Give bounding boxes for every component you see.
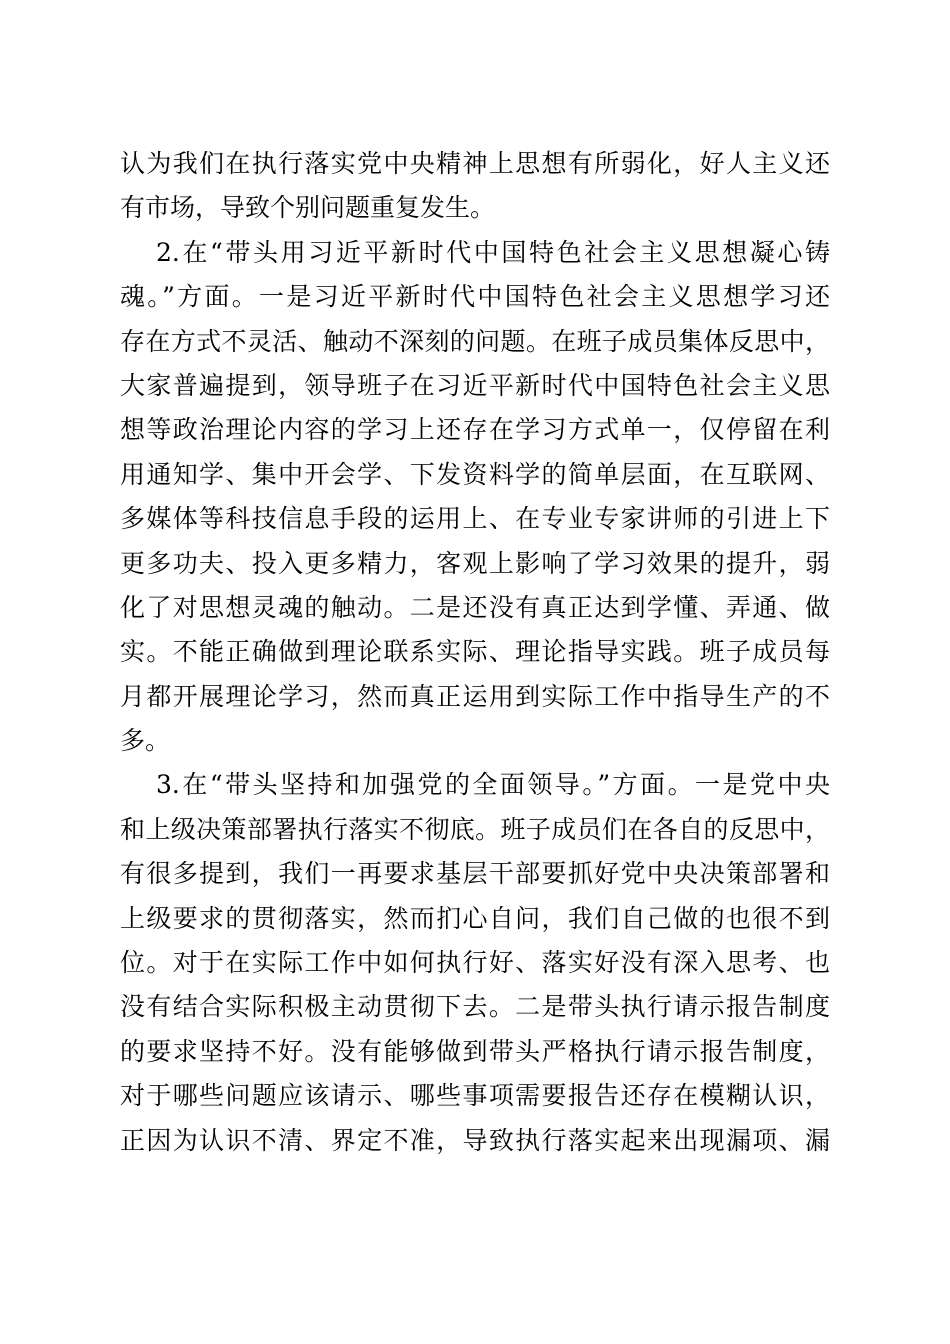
text-line: 3.在“带头坚持和加强党的全面领导。”方面。一是党中央 [156,770,830,800]
text-line: 多媒体等科技信息手段的运用上、在专业专家讲师的引进上下 [120,504,830,534]
text-line: 多。 [120,726,171,756]
text-line: 没有结合实际积极主动贯彻下去。二是带头执行请示报告制度 [120,992,830,1022]
text-line: 正因为认识不清、界定不准，导致执行落实起来出现漏项、漏 [120,1125,830,1155]
document-body [120,142,830,1163]
text-line: 月都开展理论学习，然而真正运用到实际工作中指导生产的不 [120,681,830,711]
text-line: 大家普遍提到，领导班子在习近平新时代中国特色社会主义思 [120,370,830,400]
text-line: 更多功夫、投入更多精力，客观上影响了学习效果的提升，弱 [120,548,830,578]
text-line: 对于哪些问题应该请示、哪些事项需要报告还存在模糊认识， [120,1081,830,1111]
text-line: 有市场，导致个别问题重复发生。 [120,193,496,223]
text-line: 用通知学、集中开会学、下发资料学的简单层面，在互联网、 [120,459,830,489]
text-line: 想等政治理论内容的学习上还存在学习方式单一，仅停留在利 [120,415,830,445]
text-line: 和上级决策部署执行落实不彻底。班子成员们在各自的反思中， [120,814,830,844]
text-line: 化了对思想灵魂的触动。二是还没有真正达到学懂、弄通、做 [120,592,830,622]
text-line: 的要求坚持不好。没有能够做到带头严格执行请示报告制度， [120,1036,830,1066]
text-line: 认为我们在执行落实党中央精神上思想有所弱化，好人主义还 [120,149,830,178]
text-line: 实。不能正确做到理论联系实际、理论指导实践。班子成员每 [120,637,830,667]
text-line: 存在方式不灵活、触动不深刻的问题。在班子成员集体反思中， [120,326,830,356]
text-line: 位。对于在实际工作中如何执行好、落实好没有深入思考、也 [120,948,830,978]
text-line: 2.在“带头用习近平新时代中国特色社会主义思想凝心铸 [156,237,830,267]
text-line: 上级要求的贯彻落实，然而扪心自问，我们自己做的也很不到 [120,903,830,933]
text-line: 魂。”方面。一是习近平新时代中国特色社会主义思想学习还 [120,282,830,312]
text-line: 有很多提到，我们一再要求基层干部要抓好党中央决策部署和 [120,859,830,889]
